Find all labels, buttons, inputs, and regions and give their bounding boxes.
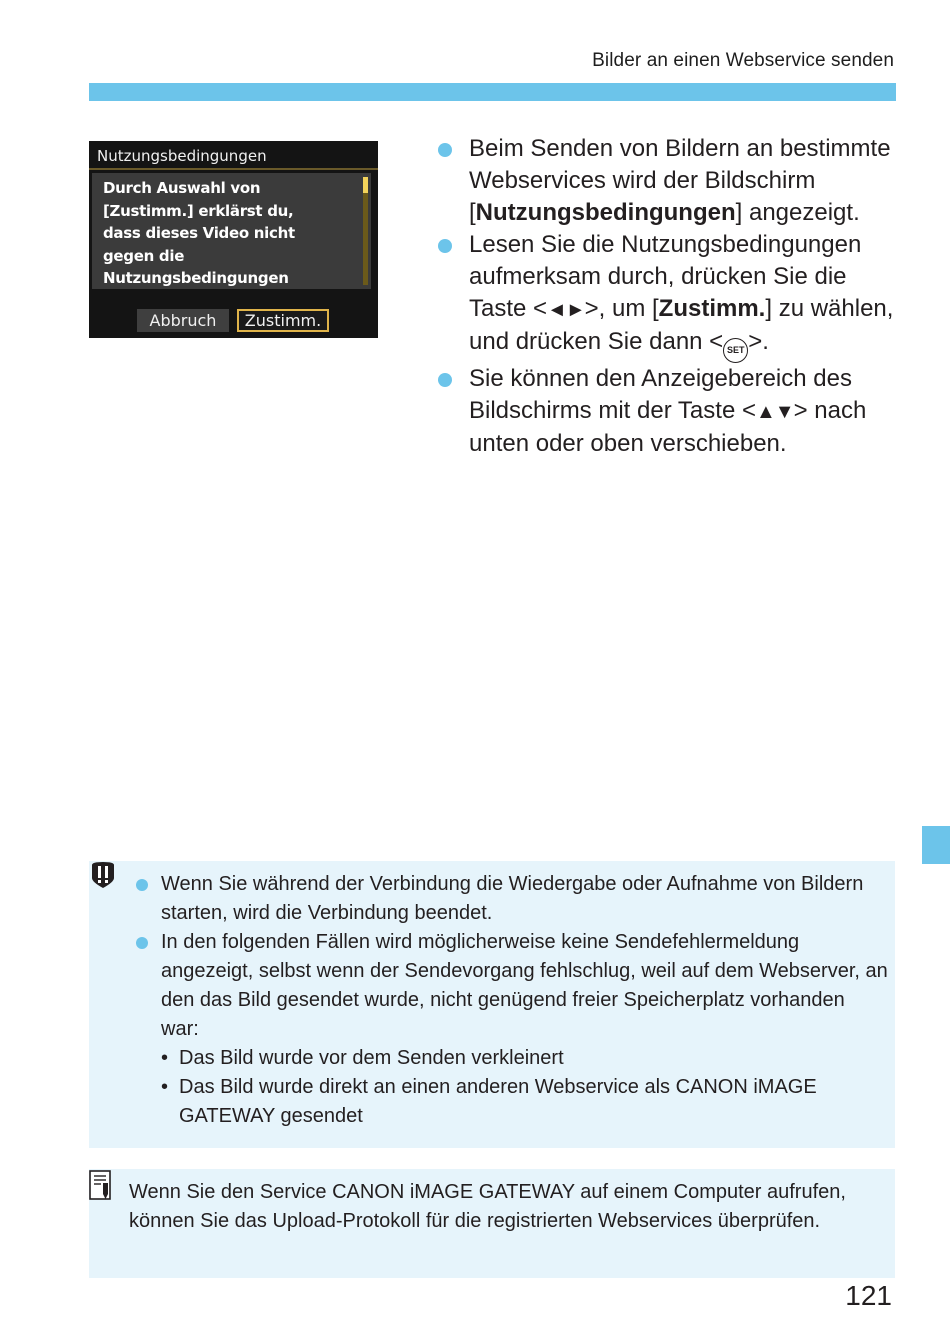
bullet-text: >. <box>748 328 769 355</box>
caution-text: In den folgenden Fällen wird möglicherweise keine Sendefehlermeldung angezeigt, selbst wenn der Sendevorgang fehlschlug, weil auf dem Webserver, an den das Bild gesendet wurde, nicht genügend freier Speicherplatz vorhanden war: <box>161 931 888 1040</box>
caution-text: Wenn Sie während der Verbindung die Wiedergabe oder Aufnahme von Bildern starten, wird die Verbindung beendet. <box>161 873 864 924</box>
bullet-dot-icon <box>136 937 148 949</box>
screen-cancel-button: Abbruch <box>137 309 229 332</box>
screen-agree-button: Zustimm. <box>237 309 329 332</box>
page-number: 121 <box>845 1280 892 1311</box>
bullet-item <box>434 363 904 460</box>
sub-bullet-mark: • <box>161 1076 169 1098</box>
caution-item <box>133 870 888 928</box>
caution-list <box>133 870 888 1131</box>
instruction-bullets <box>434 133 904 460</box>
bullet-bold-term: Nutzungsbedingungen <box>475 199 736 226</box>
bullet-bold-term: Zustimm. <box>658 295 766 322</box>
bullet-text: > nach unten oder oben verschieben. <box>469 397 867 457</box>
bullet-dot-icon <box>438 373 452 387</box>
bullet-dot-icon <box>136 879 148 891</box>
bullet-item <box>434 133 904 229</box>
header-bar <box>89 83 896 101</box>
camera-screen-illustration <box>89 141 378 338</box>
bullet-text: ] zu wählen, und drücken Sie dann < <box>469 295 894 355</box>
bullet-text: Beim Senden von Bildern an bestimmte Webservices wird der Bildschirm [ <box>469 135 891 226</box>
caution-sub-text: Das Bild wurde vor dem Senden verkleinert <box>179 1047 564 1069</box>
screen-divider <box>89 168 378 170</box>
caution-item <box>133 928 888 1044</box>
note-icon <box>89 1170 113 1202</box>
bullet-text: Lesen Sie die Nutzungsbedingungen aufmerksam durch, drücken Sie die Taste < <box>469 231 862 322</box>
page-header-title: Bilder an einen Webservice senden <box>592 50 894 71</box>
bullet-dot-icon <box>438 239 452 253</box>
caution-icon <box>88 860 118 890</box>
sub-bullet-mark: • <box>161 1047 169 1069</box>
left-right-key-icon: ◄► <box>547 299 585 321</box>
bullet-text: Sie können den Anzeigebereich des Bildschirms mit der Taste < <box>469 365 852 424</box>
caution-sub-item <box>133 1073 888 1131</box>
screen-title: Nutzungsbedingungen <box>97 147 267 165</box>
bullet-text: ] angezeigt. <box>735 199 860 226</box>
bullet-item <box>434 229 904 363</box>
caution-sub-text: Das Bild wurde direkt an einen anderen Webservice als CANON iMAGE GATEWAY gesendet <box>179 1076 817 1127</box>
screen-scroll-thumb <box>363 177 368 193</box>
bullet-text: >, um [ <box>584 295 659 322</box>
caution-sub-item <box>133 1044 888 1073</box>
up-down-key-icon: ▲▼ <box>755 401 794 423</box>
bullet-dot-icon <box>438 143 452 157</box>
note-text: Wenn Sie den Service CANON iMAGE GATEWAY auf einem Computer aufrufen, können Sie das Upload-Protokoll für die registrierten Webservices überprüfen. <box>129 1181 846 1232</box>
chapter-side-tab <box>922 826 950 864</box>
screen-terms-text: Durch Auswahl von [Zustimm.] erklärst du, dass dieses Video nicht gegen die Nutzungsbedingungen <box>103 179 295 287</box>
screen-scrollbar <box>363 177 368 285</box>
set-button-icon: SET <box>723 338 748 363</box>
